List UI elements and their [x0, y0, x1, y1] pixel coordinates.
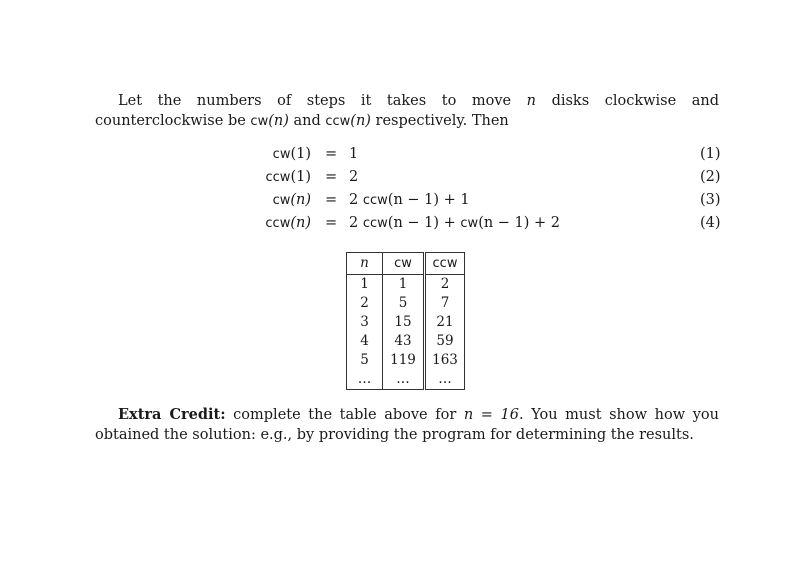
ccw-arg: (n) [350, 112, 371, 129]
cell-n: 3 [347, 313, 383, 332]
table-dots-row [347, 370, 465, 390]
eq4-lhs-arg: (n) [290, 215, 311, 231]
table-row [347, 332, 465, 351]
cell-cw: 1 [383, 275, 425, 295]
cell-ccw: 7 [425, 294, 465, 313]
cell-ccw: 21 [425, 313, 465, 332]
cw-arg: (n) [268, 112, 289, 129]
eq2-lhs-fn: ccw [265, 170, 291, 185]
eq4-equals: = [325, 215, 338, 231]
equation-1 [0, 146, 811, 168]
eq3-rhs-rest: (n − 1) + 1 [387, 192, 470, 208]
cell-ccw: 2 [425, 275, 465, 295]
extra-credit-text-1: complete the table above for [225, 407, 464, 423]
extra-credit-paragraph [95, 405, 719, 445]
cell-dots: … [425, 370, 465, 390]
var-n: n [526, 93, 537, 109]
cell-ccw: 59 [425, 332, 465, 351]
table-row [347, 294, 465, 313]
eq2-equals: = [325, 169, 338, 185]
extra-credit-text-2: . You must show how you obtained the solution: e.g., by providing the program for determining the results. [95, 407, 719, 443]
eq3-lhs-arg: (n) [290, 192, 311, 208]
table-row [347, 275, 465, 295]
table-header-row [347, 253, 465, 275]
equation-4 [0, 215, 811, 237]
intro-text-1: Let the numbers of steps it takes to move [118, 93, 527, 109]
eq1-number: (1) [700, 146, 721, 162]
cell-n: 4 [347, 332, 383, 351]
cell-cw: 119 [383, 351, 425, 370]
eq1-rhs: 1 [349, 146, 359, 162]
eq3-rhs-fn: ccw [362, 193, 388, 208]
equation-2 [0, 169, 811, 191]
intro-paragraph [95, 92, 719, 131]
cell-cw: 43 [383, 332, 425, 351]
header-cw: cw [383, 253, 425, 275]
eq2-rhs: 2 [349, 169, 359, 185]
eq4-number: (4) [700, 215, 721, 231]
extra-credit-label: Extra Credit: [118, 406, 226, 423]
eq3-rhs-coef: 2 [349, 192, 363, 208]
header-ccw: ccw [425, 253, 465, 275]
eq1-equals: = [325, 146, 338, 162]
cell-cw: 5 [383, 294, 425, 313]
intro-text-3: respectively. Then [370, 112, 509, 129]
table-row [347, 313, 465, 332]
eq3-equals: = [325, 192, 338, 208]
eq3-lhs-fn: cw [272, 193, 291, 208]
eq1-lhs-fn: cw [272, 147, 291, 162]
cell-dots: … [347, 370, 383, 390]
values-table [346, 252, 465, 390]
cw-function: cw [250, 113, 269, 129]
intro-and: and [288, 112, 326, 129]
eq2-number: (2) [700, 169, 721, 185]
cell-cw: 15 [383, 313, 425, 332]
equation-3 [0, 192, 811, 214]
cell-n: 2 [347, 294, 383, 313]
eq4-rhs-rest: (n − 1) + 2 [478, 215, 561, 231]
eq3-number: (3) [700, 192, 721, 208]
header-n: n [347, 253, 383, 275]
cell-n: 5 [347, 351, 383, 370]
cell-dots: … [383, 370, 425, 390]
eq1-lhs-arg: (1) [290, 146, 311, 162]
eq4-lhs-fn: ccw [265, 216, 291, 231]
eq2-lhs-arg: (1) [290, 169, 311, 185]
eq4-rhs-fn1: ccw [362, 216, 388, 231]
table-row [347, 351, 465, 370]
intro-text-2: disks clockwise and counterclockwise be [95, 93, 719, 129]
cell-ccw: 163 [425, 351, 465, 370]
cell-n: 1 [347, 275, 383, 295]
ccw-function: ccw [325, 113, 351, 129]
eq4-rhs-coef: 2 [349, 215, 363, 231]
eq4-rhs-mid: (n − 1) + [387, 215, 461, 231]
extra-credit-expr: n = 16 [463, 407, 519, 423]
eq4-rhs-fn2: cw [460, 216, 479, 231]
